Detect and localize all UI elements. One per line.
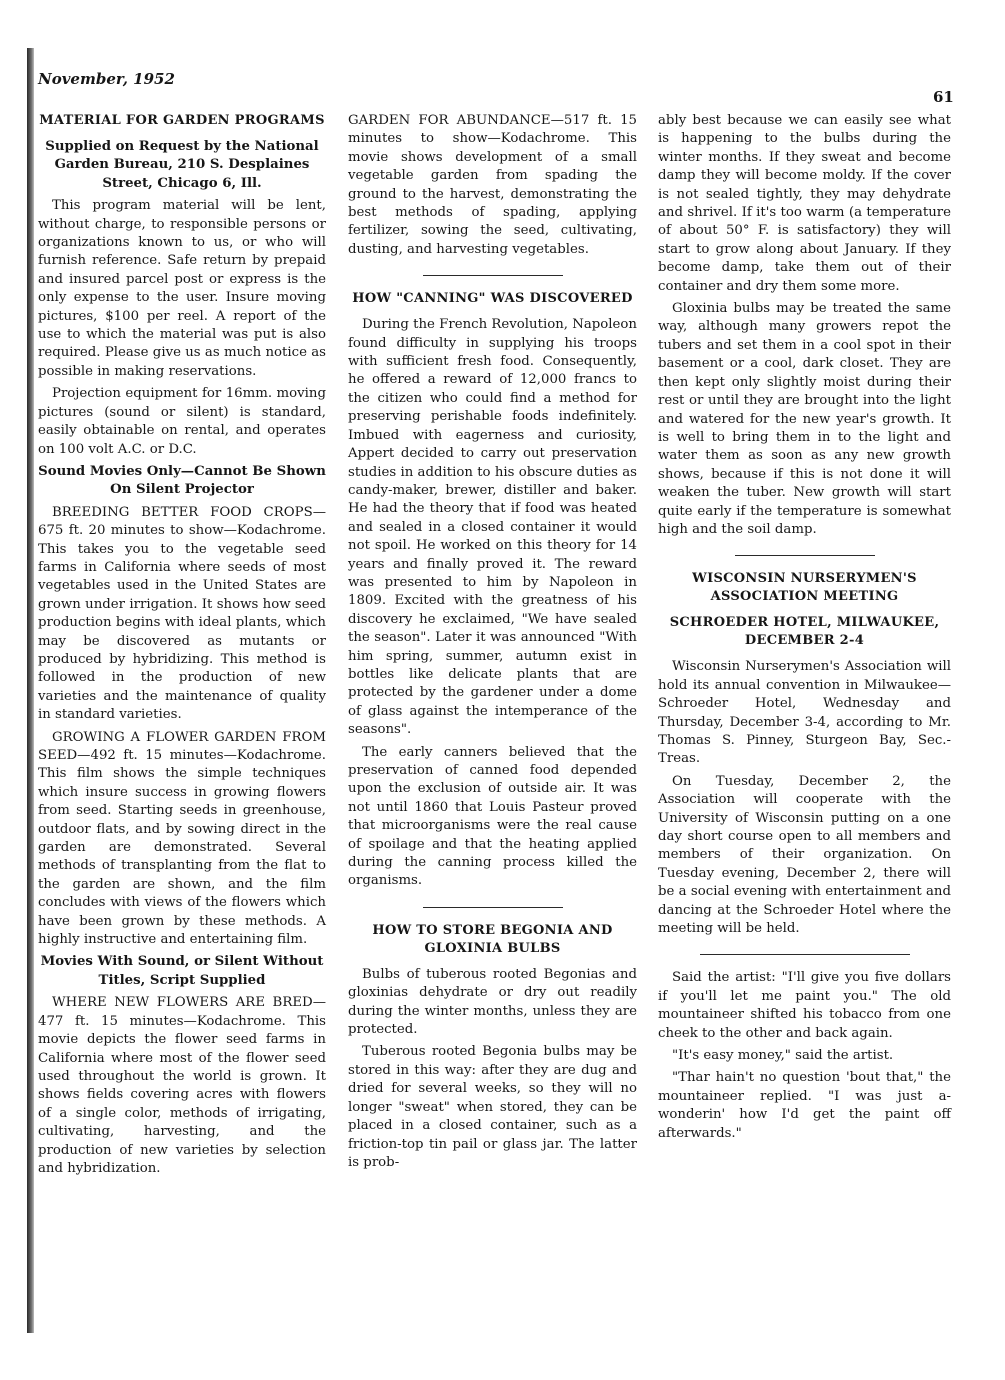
page-number: 61 — [933, 88, 954, 106]
section-heading-begonia: HOW TO STORE BEGONIA AND GLOXINIA BULBS — [372, 922, 613, 956]
paragraph-projection-equipment: Projection equipment for 16mm. moving pictures (sound or silent) is standard, easily obtainable on rental, and operates on 100 volt A.C. or D.C. — [38, 386, 326, 457]
divider-rule — [423, 907, 563, 908]
paragraph-joke-punchline: "Thar hain't no question 'bout that," the mountaineer replied. "I was just a-wonderin' how I'd get the paint off afterwards." — [658, 1070, 951, 1141]
section-subheading-bureau: Supplied on Request by the National Garden Bureau, 210 S. Desplaines Street, Chicago 6, Ill. — [45, 139, 319, 191]
paragraph-begonia-continued: ably best because we can easily see what is happening to the bulbs during the winter months. If they sweat and become damp they will become moldy. If the cover is not sealed tightly, they may dehydrate and shrivel. If it's too warm (a temperature of about 50° F. is satisfactory) they will start to grow along about January. If they become damp, take them out of their container and dry them some more. — [658, 113, 951, 294]
issue-date: November, 1952 — [38, 70, 175, 88]
section-heading-canning: HOW "CANNING" WAS DISCOVERED — [352, 291, 633, 307]
section-heading-garden-programs: MATERIAL FOR GARDEN PROGRAMS — [39, 113, 325, 128]
subheading-sound-only: Sound Movies Only—Cannot Be Shown On Silent Projector — [38, 463, 326, 498]
divider-rule — [423, 275, 563, 276]
paragraph-canning-pasteur: The early canners believed that the preservation of canned food depended upon the exclusion of outside air. It was not until 1860 that Louis Pasteur proved that microorganisms were the real cause of spoilage and that the heating applied during the canning process killed the organisms. — [348, 744, 637, 889]
column-left — [38, 112, 326, 1182]
paragraph-begonia-storage: Tuberous rooted Begonia bulbs may be stored in this way: after they are dug and dried for several weeks, so they will no longer "sweat" when stored, they can be placed in a closed container, such as a friction-top tin pail or glass jar. The latter is prob- — [348, 1044, 637, 1170]
paragraph-lending-terms: This program material will be lent, without charge, to responsible persons or organizations known to us, or who will furnish reference. Safe return by prepaid and insured parcel post or express is the only expense to the user. Insure moving pictures, $100 per reel. A report of the use to which the material was put is also required. Please give us as much notice as possible in making reservations. — [38, 198, 326, 379]
paragraph-joke-artist: Said the artist: "I'll give you five dollars if you'll let me paint you." The old mountaineer shifted his tobacco from one cheek to the other and back again. — [658, 970, 951, 1041]
paragraph-canning-history: During the French Revolution, Napoleon found difficulty in supplying his troops with sufficient fresh food. Consequently, he offered a reward of 12,000 francs to the citizen who could find a method for preserving perishable foods indefinitely. Imbued with eagerness and curiosity, Appert decided to carry out preservation studies in addition to his obscure duties as candy-maker, brewer, distiller and baker. He had the theory that if food was heated and sealed in a closed container it would not spoil. He worked on this theory for 14 years and finally proved it. The reward was presented to him by Napoleon in 1809. Excited with the greatness of his discovery he exclaimed, "We have sealed the season". Later it was announced "With him spring, summer, autumn exist in bottles like delicate plants that are protected by the gardener under a dome of glass against the intemperance of the seasons". — [348, 317, 637, 738]
section-heading-nurserymen-meeting: WISCONSIN NURSERYMEN'S ASSOCIATION MEETING — [692, 571, 917, 605]
film-listing-new-flowers: WHERE NEW FLOWERS ARE BRED—477 ft. 15 minutes—Kodachrome. This movie depicts the flower seed farms in California where most of the flower seed used throughout the world is grown. It shows fields covering acres with flowers of a single color, methods of irrigating, cultivating, harvesting, and the production of new varieties by selection and hybridization. — [38, 995, 326, 1176]
film-listing-garden-abundance: GARDEN FOR ABUNDANCE—517 ft. 15 minutes to show—Kodachrome. This movie shows development of a small vegetable garden from spading the ground to the harvest, demonstrating the best methods of spading, applying fertilizer, sowing the seed, cultivating, dusting, and harvesting vegetables. — [348, 113, 637, 257]
paragraph-meeting-announcement: Wisconsin Nurserymen's Association will hold its annual convention in Milwaukee—Schroeder Hotel, Wednesday and Thursday, December 3-4, according to Mr. Thomas S. Pinney, Sturgeon Bay, Sec.-Treas. — [658, 659, 951, 767]
subheading-sound-or-silent: Movies With Sound, or Silent Without Titles, Script Supplied — [40, 954, 324, 988]
paragraph-begonia-intro: Bulbs of tuberous rooted Begonias and gloxinias dehydrate or dry out readily during the winter months, unless they are protected. — [348, 966, 637, 1038]
divider-rule — [735, 555, 875, 556]
film-listing-flower-garden: GROWING A FLOWER GARDEN FROM SEED—492 ft. 15 minutes—Kodachrome. This film shows the simple techniques which insure success in growing flowers from seed. Starting seeds in greenhouse, outdoor flats, and by sowing direct in the garden are demonstrated. Several methods of transplanting from the flat to the garden are shown, and the film concludes with views of the flowers which have been grown by these methods. A highly instructive and entertaining film. — [38, 729, 326, 948]
section-subheading-meeting-venue: SCHROEDER HOTEL, MILWAUKEE, DECEMBER 2-4 — [669, 615, 940, 649]
paragraph-joke-easy-money: "It's easy money," said the artist. — [672, 1048, 894, 1064]
column-middle — [348, 112, 637, 1176]
paragraph-meeting-short-course: On Tuesday, December 2, the Association will cooperate with the University of Wisconsin putting on a one day short course open to all members and members of their organization. On Tuesday evening, December 2, there will be a social evening with entertainment and dancing at the Schroeder Hotel where the meeting will be held. — [658, 773, 951, 937]
film-listing-breeding-crops: BREEDING BETTER FOOD CROPS—675 ft. 20 minutes to show—Kodachrome. This takes you to the vegetable seed farms in California where seeds of most vegetables used in the United States are grown under irrigation. It shows how seed production begins with ideal plants, which may be discovered as mutants or produced by hybridizing. This method is followed in the production of new varieties and the maintenance of quality in standard varieties. — [38, 504, 326, 723]
divider-rule — [700, 954, 910, 955]
column-right — [658, 112, 951, 1147]
binding-shadow — [27, 48, 34, 1333]
paragraph-gloxinia: Gloxinia bulbs may be treated the same way, although many growers repot the tubers and set them in a cool spot in their basement or a cool, dark closet. They are then kept only slightly moist during their rest or until they are brought into the light and watered for the new year's growth. It is well to bring them in to the light and water them as soon as any new growth shows, because if this is not done it will weaken the tuber. New growth will start quite early if the temperature is somewhat high and the soil damp. — [658, 301, 951, 537]
